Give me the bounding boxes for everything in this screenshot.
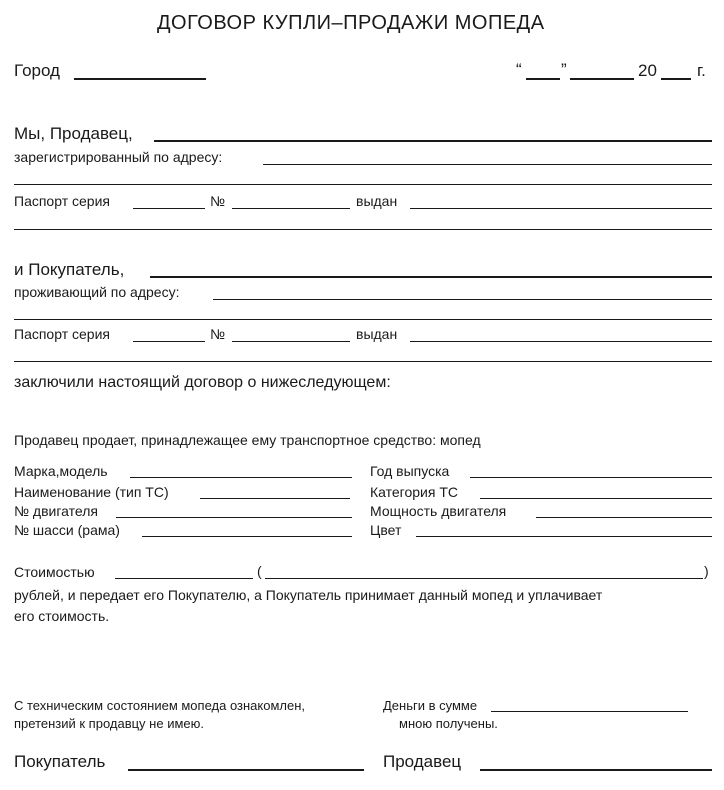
seller-passport-number-field[interactable] xyxy=(232,208,350,209)
year-suffix: г. xyxy=(697,61,706,80)
price-text-line1: рублей, и передает его Покупателю, а Покупатель принимает данный мопед и уплачивает xyxy=(14,587,603,603)
city-field[interactable] xyxy=(74,78,206,80)
seller-address-field-2[interactable] xyxy=(14,184,712,185)
buyer-number-label: № xyxy=(210,326,226,342)
buyer-issued-field[interactable] xyxy=(410,341,712,342)
price-open-paren: ( xyxy=(257,563,262,579)
seller-label: Мы, Продавец, xyxy=(14,124,133,143)
type-label: Наименование (тип ТС) xyxy=(14,484,169,500)
price-words-field[interactable] xyxy=(265,578,703,579)
buyer-issued-label: выдан xyxy=(356,326,398,342)
chassis-no-label: № шасси (рама) xyxy=(14,522,120,538)
day-field[interactable] xyxy=(526,78,560,80)
engine-no-field[interactable] xyxy=(116,517,352,518)
buyer-address-field[interactable] xyxy=(213,299,712,300)
engine-no-label: № двигателя xyxy=(14,503,98,519)
agreement-heading: заключили настоящий договор о нижеследующем: xyxy=(14,374,391,391)
chassis-no-field[interactable] xyxy=(142,536,352,537)
seller-passport-label: Паспорт серия xyxy=(14,193,110,209)
date-open-quote: “ xyxy=(516,60,522,79)
seller-number-label: № xyxy=(210,193,226,209)
seller-issued-label: выдан xyxy=(356,193,398,209)
year-field[interactable] xyxy=(661,78,691,80)
color-field[interactable] xyxy=(416,536,712,537)
city-label: Город xyxy=(14,61,60,80)
buyer-address-label: проживающий по адресу: xyxy=(14,284,180,300)
buyer-label: и Покупатель, xyxy=(14,260,125,279)
buyer-address-field-2[interactable] xyxy=(14,319,712,320)
condition-line2: претензий к продавцу не имею. xyxy=(14,716,204,731)
month-field[interactable] xyxy=(570,78,634,80)
year-field[interactable] xyxy=(470,477,712,478)
buyer-passport-number-field[interactable] xyxy=(232,341,350,342)
seller-signature-label: Продавец xyxy=(383,752,462,771)
price-text-line2: его стоимость. xyxy=(14,608,110,624)
seller-issued-field-2[interactable] xyxy=(14,229,712,230)
seller-address-label: зарегистрированный по адресу: xyxy=(14,149,223,165)
power-label: Мощность двигателя xyxy=(370,503,507,519)
category-field[interactable] xyxy=(480,498,712,499)
date-close-quote: ” xyxy=(561,60,567,79)
seller-address-field[interactable] xyxy=(263,164,712,165)
price-field[interactable] xyxy=(115,578,253,579)
seller-name-field[interactable] xyxy=(154,140,712,142)
year-label: Год выпуска xyxy=(370,463,450,479)
buyer-passport-series-field[interactable] xyxy=(133,341,205,342)
buyer-issued-field-2[interactable] xyxy=(14,361,712,362)
money-amount-field[interactable] xyxy=(491,711,688,712)
color-label: Цвет xyxy=(370,522,402,538)
document-title: ДОГОВОР КУПЛИ–ПРОДАЖИ МОПЕДА xyxy=(157,12,545,34)
category-label: Категория ТС xyxy=(370,484,458,500)
money-line2: мною получены. xyxy=(399,716,498,731)
seller-signature-field[interactable] xyxy=(480,769,712,771)
year-prefix: 20 xyxy=(638,61,657,80)
seller-passport-series-field[interactable] xyxy=(133,208,205,209)
money-line1: Деньги в сумме xyxy=(383,698,478,713)
buyer-signature-label: Покупатель xyxy=(14,752,106,771)
power-field[interactable] xyxy=(536,517,712,518)
buyer-signature-field[interactable] xyxy=(128,769,364,771)
vehicle-intro: Продавец продает, принадлежащее ему транспортное средство: мопед xyxy=(14,432,481,448)
seller-issued-field[interactable] xyxy=(410,208,712,209)
price-label: Стоимостью xyxy=(14,564,95,580)
buyer-name-field[interactable] xyxy=(150,276,712,278)
make-model-field[interactable] xyxy=(130,477,352,478)
make-model-label: Марка,модель xyxy=(14,463,108,479)
price-close-paren: ) xyxy=(704,563,709,579)
condition-line1: С техническим состоянием мопеда ознакомлен, xyxy=(14,698,306,713)
buyer-passport-label: Паспорт серия xyxy=(14,326,110,342)
type-field[interactable] xyxy=(200,498,350,499)
